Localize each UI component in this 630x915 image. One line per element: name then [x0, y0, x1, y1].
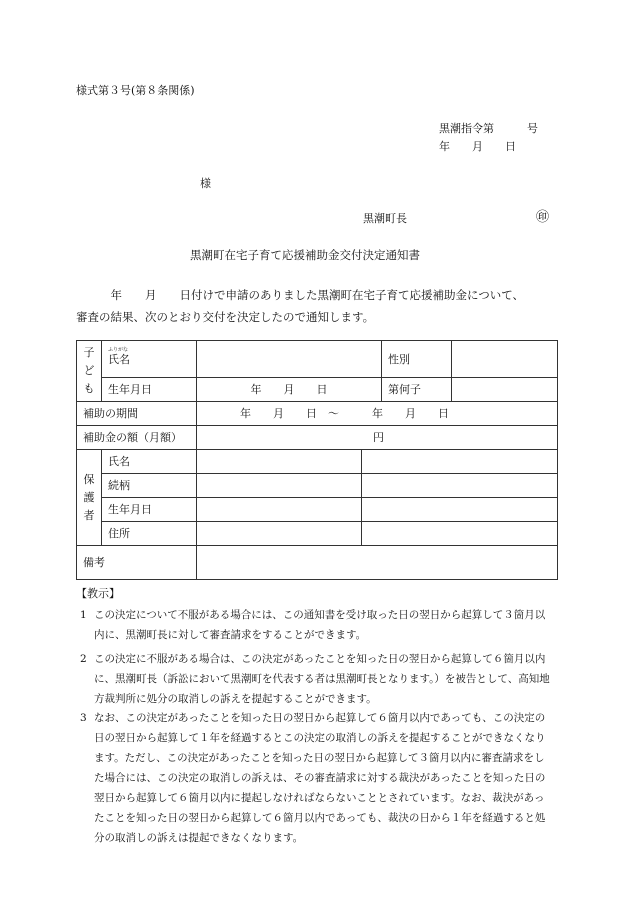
notice-body-line-2: 審査の結果、次のとおり交付を決定したので通知します。 [76, 310, 375, 324]
amount-field[interactable]: 円 [197, 426, 558, 450]
notice-body [76, 284, 566, 328]
relationship-label: 続柄 [102, 474, 197, 498]
note-item-2 [80, 649, 555, 709]
guardian-name-field[interactable] [197, 450, 362, 474]
table-row [77, 426, 558, 450]
gender-field[interactable] [452, 341, 558, 378]
name-ruby: ふりがな [108, 347, 129, 353]
birth-order-label: 第何子 [382, 378, 452, 402]
table-row [77, 402, 558, 426]
issuer-name: 黒潮町長 [363, 212, 407, 225]
table-row [77, 341, 558, 378]
child-birthdate-label: 生年月日 [102, 378, 197, 402]
guardian-section-label: 保 護 者 [77, 450, 102, 546]
note-text: この決定について不服がある場合には、この通知書を受け取った日の翌日から起算して３箇月以内に、黒潮町長に対して審査請求をすることができます。 [94, 609, 546, 641]
document-title: 黒潮町在宅子育て応援補助金交付決定通知書 [190, 248, 420, 262]
notice-body-line-1: 年 月 日付けで申請のありました黒潮町在宅子育て応援補助金について、 [76, 288, 525, 302]
table-row [77, 522, 558, 546]
subsidy-form-table [76, 340, 558, 580]
table-row [77, 498, 558, 522]
child-name-label: 氏名 [102, 341, 197, 378]
table-row [77, 378, 558, 402]
guardian-birthdate-field[interactable] [197, 498, 362, 522]
relationship-field[interactable] [197, 474, 362, 498]
period-label: 補助の期間 [77, 402, 197, 426]
guardian-name-field-2[interactable] [362, 450, 558, 474]
child-name-field[interactable] [197, 341, 382, 378]
note-number: 2 [80, 653, 87, 665]
note-number: 1 [80, 609, 87, 621]
guardian-birthdate-label: 生年月日 [102, 498, 197, 522]
recipient-suffix: 様 [200, 177, 211, 190]
remarks-label: 備考 [77, 546, 197, 580]
table-row [77, 546, 558, 580]
birth-order-field[interactable] [452, 378, 558, 402]
note-item-1 [80, 605, 555, 645]
guardian-birthdate-field-2[interactable] [362, 498, 558, 522]
relationship-field-2[interactable] [362, 474, 558, 498]
child-section-label: 子 ど も [77, 341, 102, 402]
notes-heading: 【教示】 [76, 587, 120, 600]
form-number: 様式第３号(第８条関係) [76, 84, 195, 97]
note-text: この決定に不服がある場合は、この決定があったことを知った日の翌日から起算して６箇月以内に、黒潮町長（訴訟において黒潮町を代表する者は黒潮町長となります。）を被告として、高知地方裁判所に処分の取消しの訴えを提起することができます。 [94, 653, 550, 705]
note-number: 3 [80, 712, 87, 724]
address-label: 住所 [102, 522, 197, 546]
address-field-2[interactable] [362, 522, 558, 546]
note-item-3 [80, 708, 555, 848]
seal-mark: ㊞ [536, 210, 550, 225]
gender-label: 性別 [382, 341, 452, 378]
child-birthdate-field[interactable]: 年 月 日 [197, 378, 382, 402]
period-field[interactable]: 年 月 日 ～ 年 月 日 [197, 402, 558, 426]
remarks-field[interactable] [197, 546, 558, 580]
guardian-name-label: 氏名 [102, 450, 197, 474]
issue-date: 年 月 日 [439, 140, 516, 153]
reference-number: 黒潮指令第 号 [439, 122, 538, 135]
note-text: なお、この決定があったことを知った日の翌日から起算して６箇月以内であっても、この決定の日の翌日から起算して１年を経過するとこの決定の取消しの訴えを提起することができなくなります。ただし、この決定があったことを知った日の翌日から起算して３箇月以内に審査請求をした場合には、この決定の取消しの訴えは、その審査請求に対する裁決があったことを知った日の翌日から起算して６箇月以内に提起しなければならないこととされています。なお、裁決があったことを知った日の翌日から起算して６箇月以内であっても、裁決の日から１年を経過すると処分の取消しの訴えは提起できなくなります。 [94, 712, 546, 844]
amount-label: 補助金の額（月額） [77, 426, 197, 450]
table-row [77, 474, 558, 498]
table-row [77, 450, 558, 474]
address-field[interactable] [197, 522, 362, 546]
